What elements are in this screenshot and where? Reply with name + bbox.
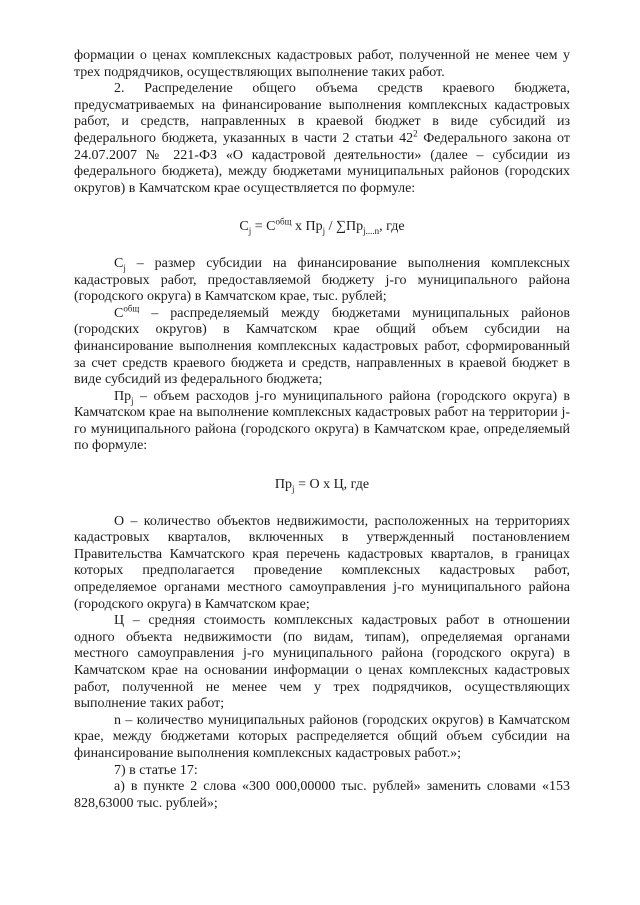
formula-superscript-obsh: общ	[275, 216, 292, 227]
document-body	[74, 48, 570, 812]
definition-cj-text: – размер субсидии на финансирование выполнения комплексных кадастровых работ, предоставляемой бюджету j-го муниципального района (городского округа) в Камчатском крае, тыс. рублей;	[74, 255, 570, 305]
definition-prj-text: – объем расходов j-го муниципального района (городского округа) в Камчатском крае на выполнение комплексных кадастровых работ на территории j-го муниципального района (городского округа) в Камчатском крае, определяемый по формуле:	[74, 388, 570, 454]
formula-equals-c: = C	[251, 219, 276, 235]
definition-prj	[74, 389, 570, 455]
formula2-rest: = О x Ц, где	[294, 477, 370, 493]
formula-subsidy	[74, 216, 570, 237]
definition-cj-symbol: C	[114, 255, 124, 271]
definition-prj-symbol: Пр	[114, 388, 132, 404]
formula-subscript-j2: j	[322, 226, 326, 237]
formula-subscript-range: j....n	[363, 226, 380, 237]
definition-cobsh-text: – распределяемый между бюджетами муниципальных районов (городских округов) в Камчатском крае общий объем субсидии на финансирование выполнения комплексных кадастровых работ, сформированный за счет средств краевого бюджета и средств, направленных в краевой бюджет в виде субсидий из федерального бюджета;	[74, 305, 570, 388]
definition-ts: Ц – средняя стоимость комплексных кадастровых работ в отношении одного объекта недвижимости (по видам, типам), определяемая органами местного самоуправления j-го муниципального района (городского округа) в Камчатском крае на основании информации о ценах комплексных кадастровых работ, полученной не менее чем у трех подрядчиков, осуществляющих выполнение таких работ;	[74, 613, 570, 712]
article-superscript: 2	[413, 128, 418, 139]
paragraph-item-2	[74, 81, 570, 197]
formula2-symbol: Пр	[274, 477, 293, 493]
formula-divide-sum: / ∑Пр	[325, 219, 364, 235]
item-7: 7) в статье 17:	[114, 762, 198, 778]
formula-times-pr: x Пр	[291, 219, 323, 235]
formula-tail: , где	[379, 219, 405, 235]
formula-symbol-c: C	[239, 219, 249, 235]
definition-cobsh-superscript: общ	[123, 303, 140, 314]
definition-cj	[74, 256, 570, 306]
definition-cobsh	[74, 303, 570, 389]
definition-o: О – количество объектов недвижимости, расположенных на территориях кадастровых кварталов, включенных в утвержденный постановлением Правительства Камчатского края перечень кадастровых кварталов, в границах которых предполагается проведение комплексных кадастровых работ, определяемое органами местного самоуправления j-го муниципального района (городского округа) в Камчатском крае;	[74, 513, 570, 612]
definition-n: n – количество муниципальных районов (городских округов) в Камчатском крае, между бюджетами которых распределяется общий объем субсидии на финансирование выполнения комплексных кадастровых работ.»;	[74, 712, 570, 761]
item-7a: а) в пункте 2 слова «300 000,00000 тыс. рублей» заменить словами «153 828,63000 тыс. рублей»;	[74, 779, 570, 811]
paragraph-continuation: формации о ценах комплексных кадастровых работ, полученной не менее чем у трех подрядчиков, осуществляющих выполнение таких работ.	[74, 48, 570, 80]
formula2-subscript: j	[292, 483, 295, 494]
formula-subscript-j: j	[248, 226, 252, 237]
definition-cobsh-symbol: C	[114, 305, 124, 321]
definition-cj-subscript: j	[123, 262, 126, 273]
paragraph-item-2-text: 2. Распределение общего объема средств краевого бюджета, предусматриваемых на финансирование выполнения комплексных кадастровых работ, и средств, направленных в краевой бюджет в виде субсидий из федерального бюджета, указанных в части 2 статьи 42	[74, 81, 570, 146]
paragraph-item-2-text-end: Федерального закона от 24.07.2007 № 221-ФЗ «О кадастровой деятельности» (далее – субсидии из федерального бюджета), между бюджетами муниципальных районов (городских округов) в Камчатском крае осуществляется по формуле:	[74, 130, 570, 196]
formula-expenses	[74, 477, 570, 494]
definition-prj-subscript: j	[131, 395, 134, 406]
